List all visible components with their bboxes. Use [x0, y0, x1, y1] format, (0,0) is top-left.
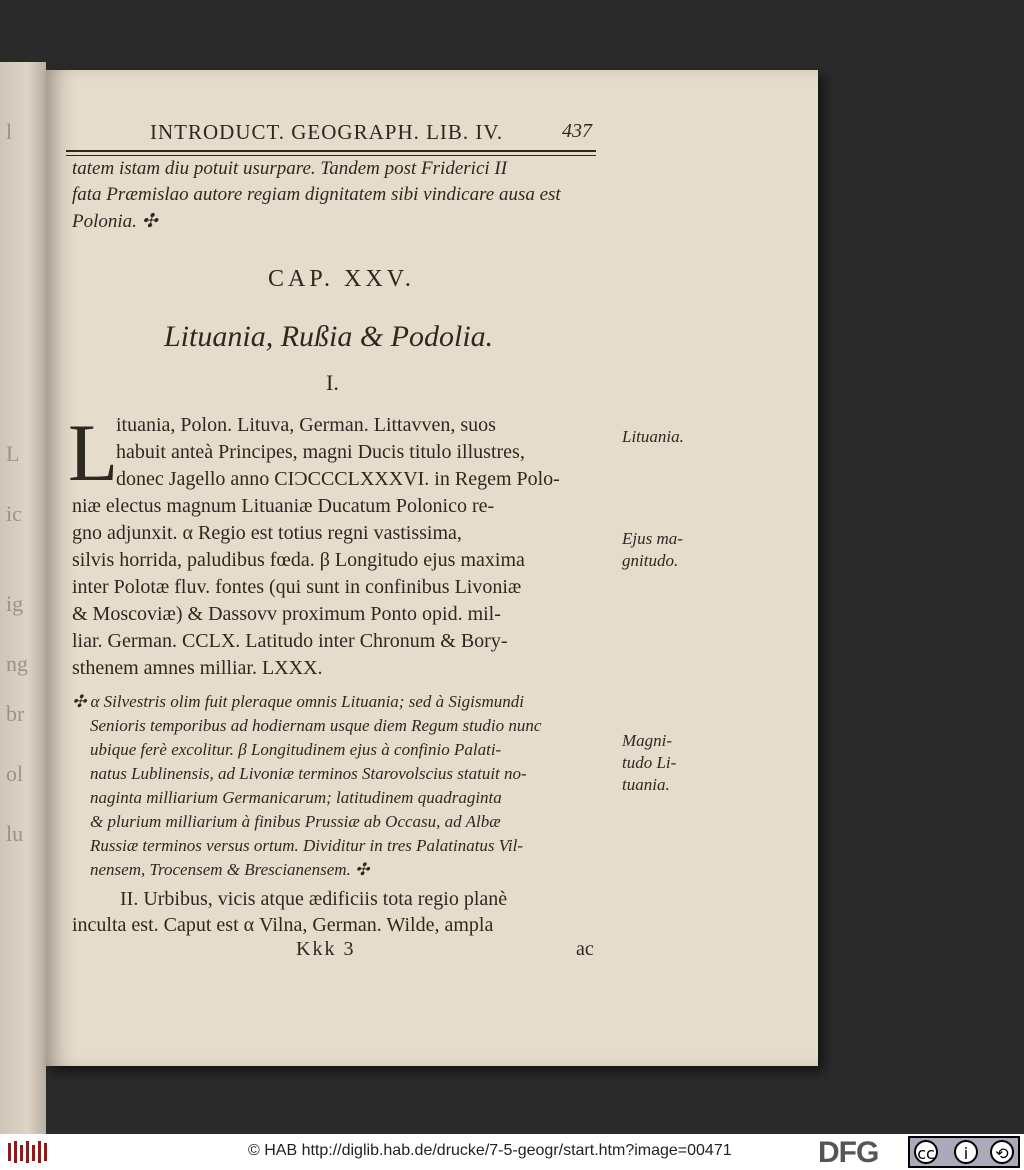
- ghost-text: l: [6, 119, 13, 144]
- header-rule: [66, 150, 596, 156]
- ghost-text: lu: [6, 821, 24, 846]
- cc-license-badge[interactable]: [908, 1136, 1020, 1168]
- marginal-note: Lituania.: [622, 427, 684, 446]
- body-line: habuit anteà Principes, magni Ducis titulo illustres,: [116, 441, 525, 463]
- body-line: donec Jagello anno CIƆCCCLXXXVI. in Regem Polo-: [116, 468, 560, 490]
- chapter-number: CAP. XXV.: [268, 266, 415, 292]
- ghost-text: ic: [6, 501, 22, 526]
- hab-logo-icon: [6, 1139, 48, 1165]
- marginal-note: Ejus ma-: [622, 529, 683, 548]
- note-line: Russiæ terminos versus ortum. Dividitur in tres Palatinatus Vil-: [90, 836, 524, 855]
- body-line: inter Polotæ fluv. fontes (qui sunt in confinibus Livoniæ: [72, 576, 522, 598]
- note-line: nensem, Trocensem & Brescianensem. ✣: [90, 860, 370, 879]
- dfg-logo: DFG: [818, 1136, 879, 1169]
- copyright-link[interactable]: © HAB http://diglib.hab.de/drucke/7-5-geogr/start.htm?image=00471: [248, 1142, 732, 1159]
- chapter-title: Lituania, Rußia & Podolia.: [164, 320, 494, 353]
- body-line: sthenem amnes milliar. LXXX.: [72, 657, 323, 679]
- ghost-text: ng: [6, 651, 28, 676]
- note-line: natus Lublinensis, ad Livoniæ terminos Starovolscius statuit no-: [90, 764, 527, 783]
- cc-icon: cc: [914, 1140, 938, 1164]
- sa-icon: ⟲: [990, 1140, 1014, 1164]
- marginal-note: gnitudo.: [622, 551, 679, 570]
- left-facing-page: [0, 62, 46, 1134]
- running-title: INTRODUCT. GEOGRAPH. LIB. IV.: [150, 120, 504, 144]
- ghost-text: ig: [6, 591, 24, 616]
- body-line: silvis horrida, paludibus fœda. β Longitudo ejus maxima: [72, 549, 525, 571]
- book-page: [46, 70, 818, 1066]
- body-line: II. Urbibus, vicis atque ædificiis tota regio planè: [120, 888, 508, 910]
- catchword: ac: [576, 938, 594, 960]
- preceding-line: tatem istam diu potuit usurpare. Tandem post Friderici II: [72, 158, 508, 179]
- signature-mark: Kkk 3: [296, 938, 356, 960]
- body-line: & Moscoviæ) & Dassovv proximum Ponto opid. mil-: [72, 603, 501, 625]
- ghost-text: L: [6, 441, 20, 466]
- page-number: 437: [562, 120, 592, 142]
- marginal-note: tuania.: [622, 775, 670, 794]
- drop-cap: L: [68, 407, 119, 498]
- note-line: ✣ α Silvestris olim fuit pleraque omnis Lituania; sed à Sigismundi: [72, 692, 524, 711]
- ghost-text: ol: [6, 761, 24, 786]
- by-icon: i: [954, 1140, 978, 1164]
- note-line: & plurium milliarium à finibus Prussiæ ab Occasu, ad Albæ: [90, 812, 501, 831]
- marginal-note: tudo Li-: [622, 753, 677, 772]
- body-line: inculta est. Caput est α Vilna, German. Wilde, ampla: [72, 914, 494, 936]
- preceding-line: fata Præmislao autore regiam dignitatem sibi vindicare ausa est: [72, 184, 561, 205]
- body-line: gno adjunxit. α Regio est totius regni vastissima,: [72, 522, 462, 544]
- preceding-line: Polonia. ✣: [72, 211, 158, 232]
- note-line: ubique ferè excolitur. β Longitudinem ejus à confinio Palati-: [90, 740, 502, 759]
- note-line: Senioris temporibus ad hodiernam usque diem Regum studio nunc: [90, 716, 542, 735]
- footer-bar: [0, 1134, 1024, 1170]
- ghost-text: br: [6, 701, 25, 726]
- note-line: naginta milliarium Germanicarum; latitudinem quadraginta: [90, 788, 502, 807]
- marginal-note: Magni-: [622, 731, 673, 750]
- body-line: niæ electus magnum Lituaniæ Ducatum Polonico re-: [72, 495, 495, 517]
- section-number: I.: [326, 370, 339, 395]
- body-line: liar. German. CCLX. Latitudo inter Chronum & Bory-: [72, 630, 508, 652]
- body-line: ituania, Polon. Lituva, German. Littavven, suos: [116, 414, 496, 436]
